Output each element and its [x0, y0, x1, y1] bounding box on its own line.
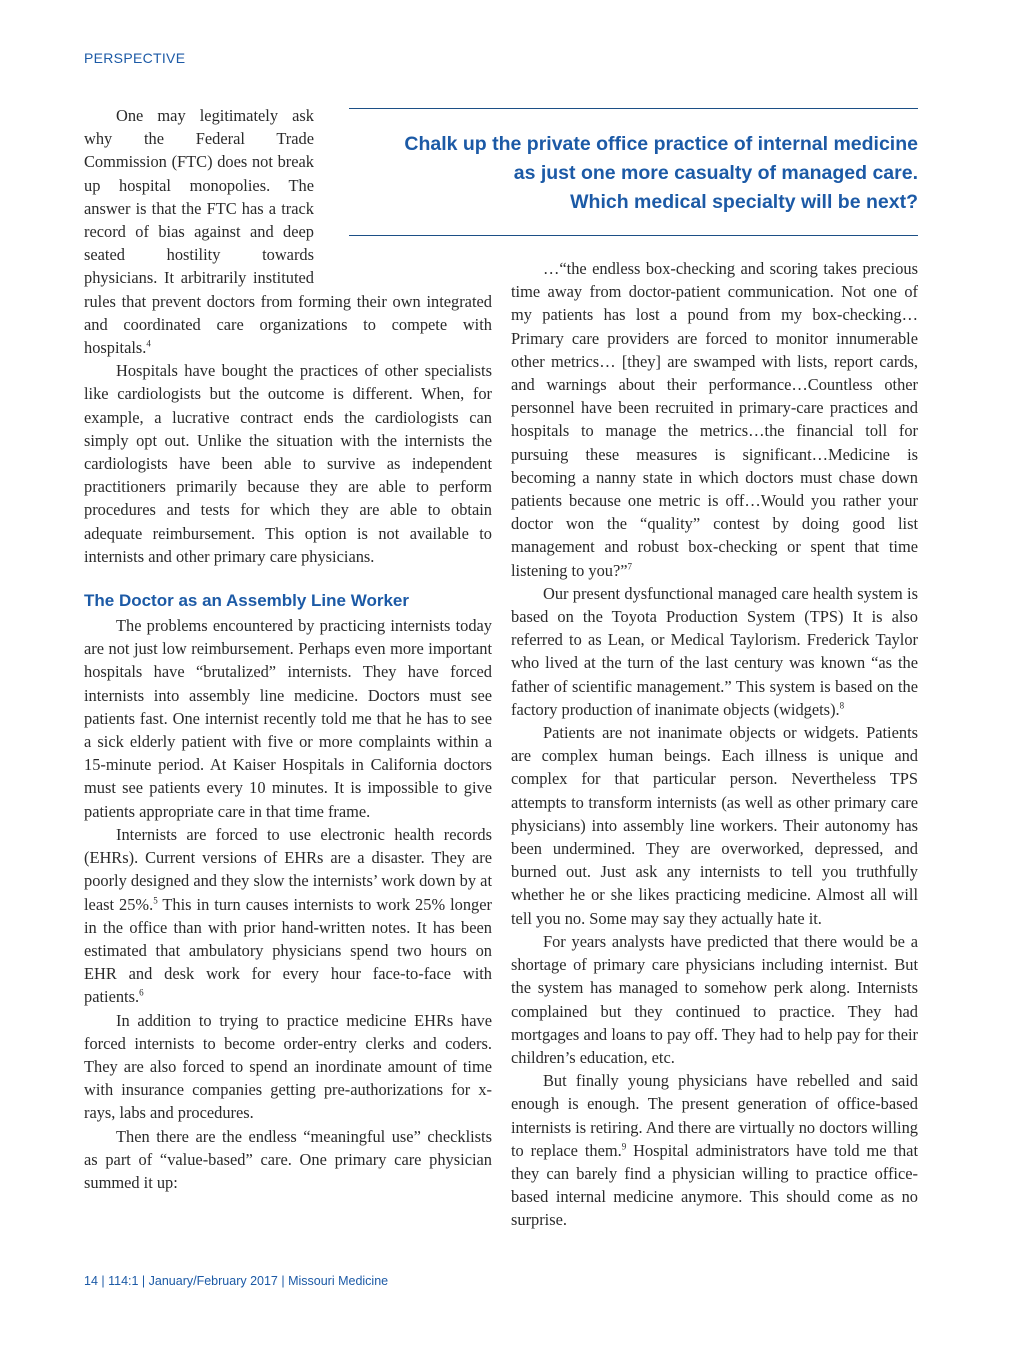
pull-quote-text: Chalk up the private office practice of internal medicine as just one more casualty of managed care. Which medical specialty will be next? [404, 133, 918, 213]
paragraph-text: But finally young physicians have rebelled and said enough is enough. The present generation of office-based internists is retiring. And there are virtually no doctors willing to replace them. [511, 1071, 918, 1160]
reference-marker: 8 [839, 700, 845, 711]
paragraph-text: One may legitimately ask why the Federal Trade Commission (FTC) does not break up hospital monopolies. The answer is that the FTC has a track record of bias against and deep seated hostility towards physicians. It arbitrarily instituted rules that prevent doctors from forming their own integrated and coordinated care organizations to compete with hospitals. [84, 106, 492, 358]
paragraph: The problems encountered by practicing internists today are not just low reimbursement. Perhaps even more important hospitals have “brutalized” internists. They have forced internists into assembly line medicine. Doctors must see patients fast. One internist recently told me that he has to see a sick elderly patient with five or more complaints within a 15-minute period. At Kaiser Hospitals in California doctors must see patients every 10 minutes. It is impossible to give patients appropriate care in that time frame. [84, 616, 492, 821]
reference-marker: 5 [153, 895, 158, 906]
subheading: The Doctor as an Assembly Line Worker [84, 591, 409, 611]
paragraph-text: Our present dysfunctional managed care health system is based on the Toyota Production System (TPS) It is also referred to as Lean, or Medical Taylorism. Frederick Taylor who lived at the turn of the last century was known “as the father of scientific management.” This system is based on the factory production of inanimate objects (widgets). [511, 583, 918, 719]
paragraph: In addition to trying to practice medicine EHRs have forced internists to become order-entry clerks and coders. They are also forced to spend an inordinate amount of time with insurance companies getting pre-authorizations for x-rays, labs and procedures. [84, 1010, 492, 1123]
reference-marker: 6 [139, 987, 144, 998]
page-footer: 14 | 114:1 | January/February 2017 | Missouri Medicine [84, 1274, 389, 1288]
right-column [511, 257, 918, 1232]
reference-marker: 7 [627, 561, 633, 572]
paragraph [511, 1069, 918, 1231]
paragraph-text: Internists are forced to use electronic health records (EHRs). Current versions of EHRs are a disaster. They are poorly designed and they slow the internists’ work down by at least 25%. [84, 824, 492, 914]
reference-marker: 9 [621, 1141, 627, 1152]
paragraph-text: This in turn causes internists to work 25% longer in the office than with prior hand-written notes. It has been estimated that ambulatory physicians spend two hours on EHR and desk work for every hour face-to-face with patients. [84, 894, 492, 1007]
paragraph-text: Hospital administrators have told me that they can barely find a physician willing to practice office-based internal medicine anymore. This should come as no surprise. [511, 1140, 918, 1230]
paragraph: Patients are not inanimate objects or widgets. Patients are complex human beings. Each illness is unique and complex for that particular person. Nevertheless TPS attempts to transform internists (as well as other primary care physicians) into assembly line workers. Their autonomy has been undermined. They are overworked, depressed, and burned out. Just ask any internists to tell you truthfully whether he or she likes practicing medicine. Almost all will tell you no. Some may say they actually hate it. [511, 723, 918, 928]
paragraph: Then there are the endless “meaningful use” checklists as part of “value-based” care. One primary care physician summed it up: [84, 1126, 492, 1192]
quote-text: …“the endless box-checking and scoring takes precious time away from doctor-patient communication. Not one of my patients has lost a pound from my box-checking…Primary care providers are forced to monitor innumerable other metrics… [they] are swamped with lists, report cards, and warnings about their performance…Countless other personnel have been recruited in primary-care practices and hospitals to manage the metrics…the financial toll for pursuing these measures is significant…Medicine is becoming a nanny state in which doctors must chase down patients because one metric is off…Would you rather your doctor won the “quality” contest by doing good list management and robust box-checking or spent that time listening to you?” [511, 259, 918, 580]
paragraph [511, 582, 918, 721]
paragraph: For years analysts have predicted that there would be a shortage of primary care physicians including internist. But the system has managed to somehow perk along. Internists complained but they continued to practice. They had mortgages and loans to pay off. They had to help pay for their children’s education, etc. [511, 931, 918, 1067]
section-label: PERSPECTIVE [84, 50, 186, 66]
paragraph: Hospitals have bought the practices of other specialists like cardiologists but the outcome is different. When, for example, a lucrative contract ends the cardiologists can simply opt out. Unlike the situation with the internists the cardiologists have been able to survive as independent practitioners primarily because they are able to perform procedures and tests for which they are able to obtain adequate reimbursement. This option is not available to internists and other primary care physicians. [84, 361, 492, 566]
reference-marker: 4 [146, 338, 151, 349]
paragraph [84, 823, 492, 1009]
pull-quote-wrap-space [314, 104, 492, 284]
left-column [84, 104, 492, 1194]
block-quote [511, 257, 918, 582]
